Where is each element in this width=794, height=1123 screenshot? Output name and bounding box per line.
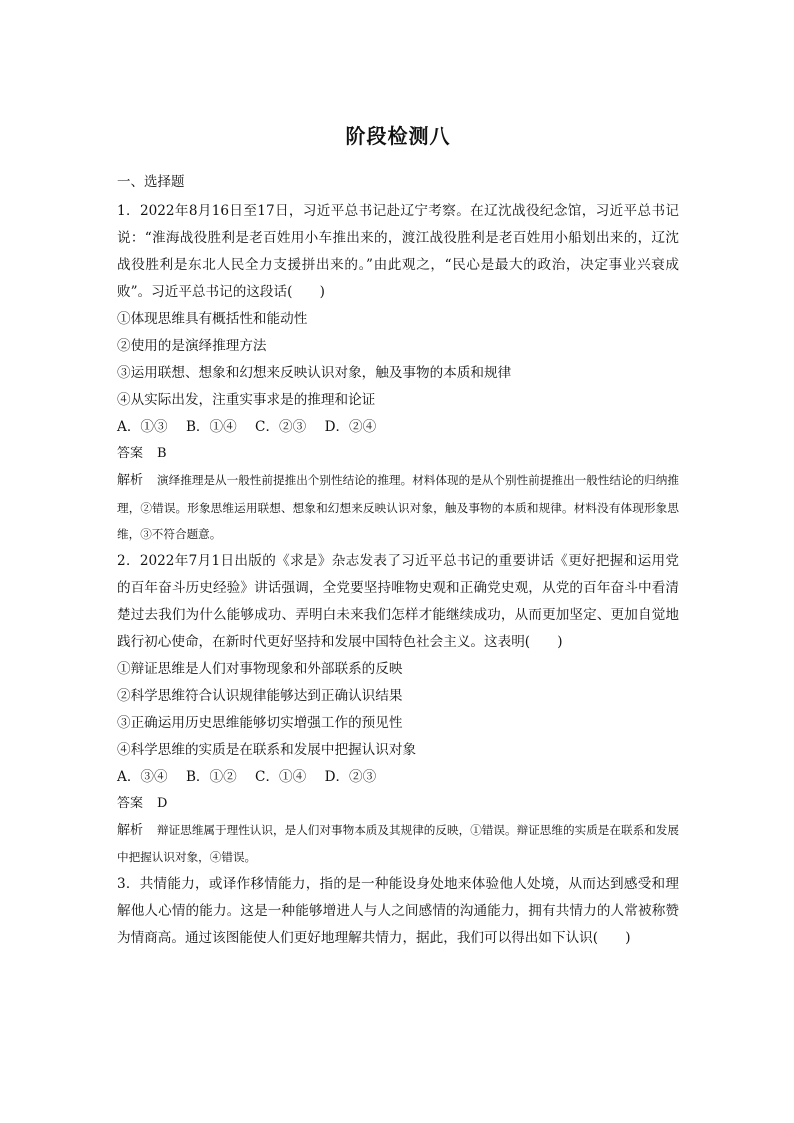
question-2-answer bbox=[117, 791, 679, 817]
section-heading: 一、选择题 bbox=[117, 174, 185, 190]
answer-value: D bbox=[157, 795, 168, 811]
choice-d: D．②④ bbox=[324, 419, 377, 435]
question-1-stem: 1．2022年8月16日至17日，习近平总书记赴辽宁考察。在辽沈战役纪念馆，习近平总书记说：“淮海战役胜利是老百姓用小车推出来的，渡江战役胜利是老百姓用小船划出来的，辽沈战役胜利是东北人民全力支援拼出来的。”由此观之，“民心是最大的政治，决定事业兴衰成败”。习近平总书记的这段话( ) bbox=[117, 203, 679, 300]
question-1-choices bbox=[117, 414, 679, 441]
analysis-label: 解析 bbox=[117, 822, 144, 838]
answer-label: 答案 bbox=[117, 446, 144, 461]
question-2-item-4: ④科学思维的实质是在联系和发展中把握认识对象 bbox=[117, 741, 417, 758]
analysis-text: 演绎推理是从一般性前提推出个别性结论的推理。材料体现的是从个别性前提推出一般性结论的归纳推理，②错误。形象思维运用联想、想象和幻想来反映认识对象，触及事物的本质和规律。材料没有体现形象思维，③不符合题意。 bbox=[117, 473, 679, 541]
choice-c: C．②③ bbox=[255, 419, 307, 435]
choice-a: A．③④ bbox=[117, 768, 168, 785]
question-1-item-1: ①体现思维具有概括性和能动性 bbox=[117, 311, 308, 327]
content-body bbox=[117, 172, 679, 952]
question-2-analysis bbox=[117, 817, 679, 871]
analysis-label: 解析 bbox=[117, 473, 144, 488]
question-3-stem: 3．共情能力，或译作移情能力，指的是一种能设身处地来体验他人处境，从而达到感受和理解他人心情的能力。这是一种能够增进人与人之间感情的沟通能力，拥有共情力的人常被称赞为情商高。通过该图能使人们更好地理解共情力，据此，我们可以得出如下认识( ) bbox=[117, 875, 679, 946]
answer-label: 答案 bbox=[117, 795, 144, 811]
choice-b: B．①② bbox=[185, 768, 237, 785]
choice-c: C．①④ bbox=[255, 768, 307, 785]
page-title: 阶段检测八 bbox=[345, 124, 451, 148]
question-1-analysis bbox=[117, 467, 679, 548]
choice-b: B．①④ bbox=[185, 419, 237, 435]
question-1 bbox=[117, 198, 679, 548]
choice-a: A．①③ bbox=[117, 419, 168, 435]
analysis-text: 辩证思维属于理性认识，是人们对事物本质及其规律的反映，①错误。辩证思维的实质是在联系和发展中把握认识对象，④错误。 bbox=[117, 822, 679, 864]
question-1-item-2: ②使用的是演绎推理方法 bbox=[117, 338, 267, 354]
question-1-answer bbox=[117, 441, 679, 467]
question-2-item-1: ①辩证思维是人们对事物现象和外部联系的反映 bbox=[117, 660, 403, 677]
question-1-item-3: ③运用联想、想象和幻想来反映认识对象，触及事物的本质和规律 bbox=[117, 365, 512, 381]
choice-d: D．②③ bbox=[324, 768, 377, 785]
answer-value: B bbox=[157, 446, 167, 461]
question-2-item-3: ③正确运用历史思维能够切实增强工作的预见性 bbox=[117, 714, 403, 731]
question-3 bbox=[117, 871, 679, 952]
question-2-stem: 2．2022年7月1日出版的《求是》杂志发表了习近平总书记的重要讲话《更好把握和运用党的百年奋斗历史经验》讲话强调，全党要坚持唯物史观和正确党史观，从党的百年奋斗中看清楚过去我们为什么能够成功、弄明白未来我们怎样才能继续成功，从而更加坚定、更加自觉地践行初心使命，在新时代更好坚持和发展中国特色社会主义。这表明( ) bbox=[117, 552, 679, 650]
question-2-choices bbox=[117, 764, 679, 791]
question-2 bbox=[117, 548, 679, 871]
question-2-item-2: ②科学思维符合认识规律能够达到正确认识结果 bbox=[117, 687, 403, 704]
question-1-item-4: ④从实际出发，注重实事求是的推理和论证 bbox=[117, 392, 376, 408]
